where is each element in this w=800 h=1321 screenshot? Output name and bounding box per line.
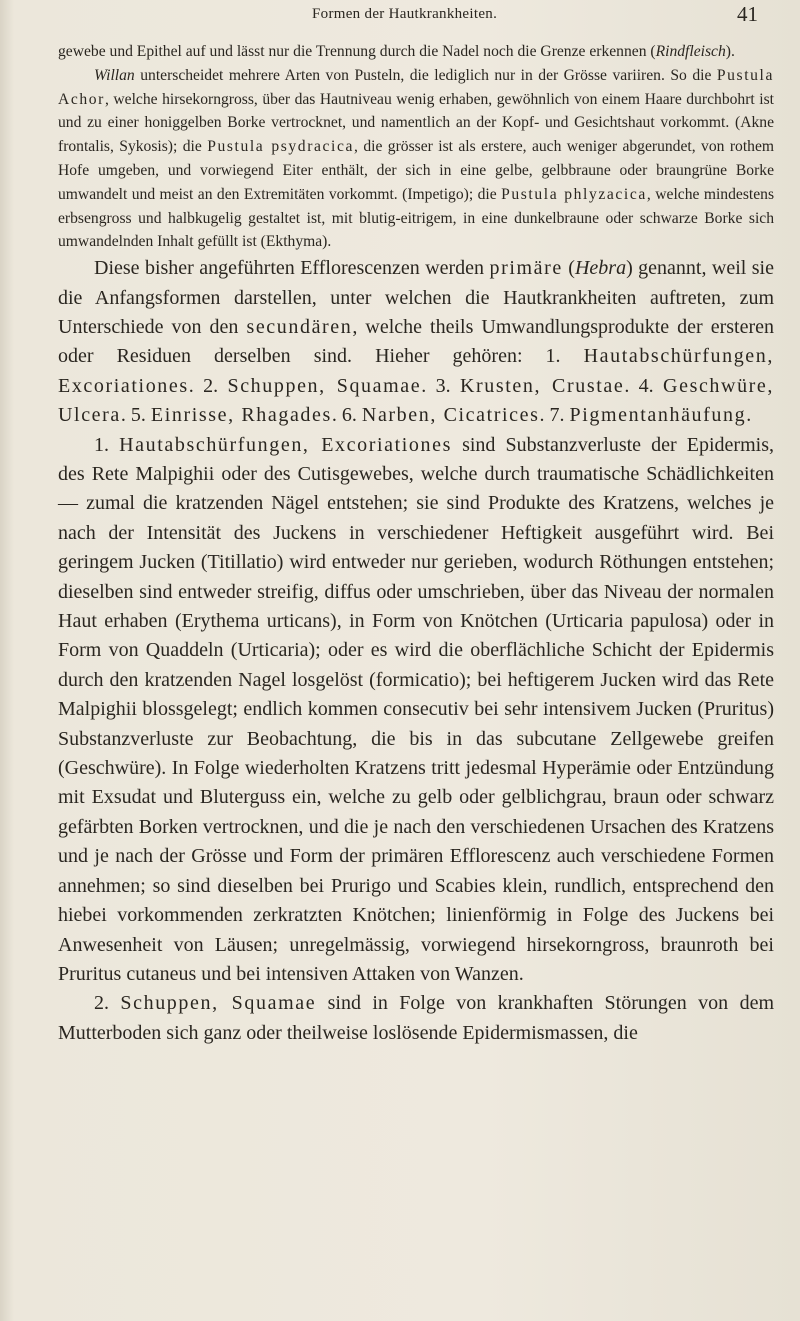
paragraph-primary-secondary: Diese bisher angeführten Efflorescenzen werden primäre (Hebra) genannt, weil sie die Anfangsformen darstellen, unter welchen die Hautkrankheiten auftreten, zum Unterschiede von den secundären, welche theils Umwandlungsprodukte der ersteren oder Residuen derselben sind. Hieher gehören: 1. Hautabschürfungen, Excoriationes. 2. Schuppen, Squamae. 3. Krusten, Crustae. 4. Geschwüre, Ulcera. 5. Einrisse, Rhagades. 6. Narben, Cicatrices. 7. Pigmentanhäufung. xyxy=(58,257,775,427)
running-title: Formen der Hautkrankheiten. xyxy=(312,6,498,22)
paragraph-squamae: 2. Schuppen, Squamae sind in Folge von krankhaften Störungen von dem Mutterboden sich ganz oder theilweise loslösende Epidermismassen, die xyxy=(58,992,775,1044)
paragraph-excoriationes: 1. Hautabschürfungen, Excoriationes sind Substanzverluste der Epidermis, des Rete Malpighii oder des Cutisgewebes, welche durch traumatische Schädlichkeiten — zumal die kratzenden Nägel entstehen; sie sind Produkte des Kratzens, welches je nach der Intensität des Juckens in verschiedener Heftigkeit ausgeführt wird. Bei geringem Jucken (Titillatio) wird entweder nur gerieben, wodurch Röthungen entstehen; dieselben sind entweder streifig, diffus oder umschrieben, über das Niveau der normalen Haut erhaben (Erythema urticans), in Form von Knötchen (Urticaria papulosa) oder in Form von Quaddeln (Urticaria); oder es wird die oberflächliche Schicht der Epidermis durch den kratzenden Nagel losgelöst (formicatio); bei heftigerem Jucken wird das Rete Malpighii blossgelegt; endlich kommen consecutiv bei sehr intensivem Jucken (Pruritus) Substanzverluste zur Beobachtung, die bis in das subcutane Zellgewebe greifen (Geschwüre). In Folge wiederholten Kratzens tritt jedesmal Hyperämie oder Entzündung mit Exsudat und Bluterguss ein, welche zu gelb oder gelblichgrau, braun oder schwarz gefärbten Borken vertrocknen, und die je nach den verschiedenen Ursachen des Kratzens und je nach der Grösse und Form der primären Efflorescenz auch verschiedene Formen annehmen; so sind dieselben bei Prurigo und Scabies klein, rundlich, entsprechend den hiebei vorkommenden zerkratzten Knötchen; linienförmig in Folge des Juckens bei Anwesenheit von Läusen; unregelmässig, vorwiegend hirsekorngross, braunroth bei Pruritus cutaneus und bei intensiven Attaken von Wanzen. xyxy=(58,433,774,985)
page-number: 41 xyxy=(737,2,758,26)
page-header xyxy=(58,0,774,40)
paragraph-rindfleisch: gewebe und Epithel auf und lässt nur die Trennung durch die Nadel noch die Grenze erkennen (Rindfleisch). xyxy=(58,43,735,60)
paragraph-willan-pustules: Willan unterscheidet mehrere Arten von Pusteln, die lediglich nur in der Grösse variiren. So die Pustula Achor, welche hirsekorngross, über das Hautniveau wenig erhaben, gewöhnlich von einem Haare durchbohrt ist und zu einer honiggelben Borke vertrocknet, und namentlich an der Kopf- und Gesichtshaut vorkommt. (Akne frontalis, Sykosis); die Pustula psydracica, die grösser ist als erstere, auch weniger abgerundet, von rothem Hofe umgeben, und vorwiegend Eiter enthält, der sich in eine gelbe, gelbbraune oder braungrüne Borke umwandelt und meist an den Extremitäten vorkommt. (Impetigo); die Pustula phlyzacica, welche mindestens erbsengross und halbkugelig gestaltet ist, mit blutig-eitrigem, in eine dunkelbraune oder schwarze Borke sich umwandelnden Inhalt gefüllt ist (Ekthyma). xyxy=(58,66,775,251)
